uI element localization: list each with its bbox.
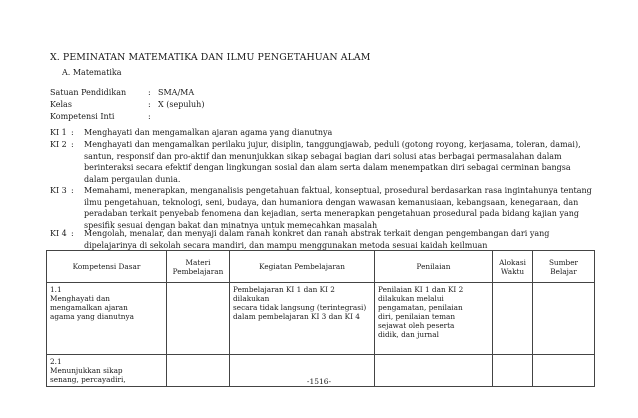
cell-sumber [533,283,595,355]
header-penilaian: Penilaian [375,251,493,283]
ki-line: berinteraksi secara efektif dengan lingkungan sosial dan alam serta dalam menempatkan diri sebagai cerminan bangsa [84,163,571,173]
header-kegiatan-pembelajaran: Kegiatan Pembelajaran [230,251,375,283]
meta-value: X (sepuluh) [158,100,205,109]
kompetensi-dasar-table [46,250,595,387]
cell-kompetensi-dasar [47,283,167,355]
ki-line: dalam pergaulan dunia. [84,174,181,184]
cell-kegiatan: Pembelajaran KI 1 dan KI 2 dilakukan secara tidak langsung (terintegrasi) dalam pembelajaran KI 3 dan KI 4 [230,283,375,355]
ki-line: Menghayati dan mengamalkan ajaran agama yang dianutnya [84,128,333,137]
ki-text [84,228,632,251]
cell-penilaian: Penilaian KI 1 dan KI 2 dilakukan melalui pengamatan, penilaian diri, penilaian teman sejawat oleh peserta didik, dan jurnal [375,283,493,355]
header-alokasi-waktu: Alokasi Waktu [493,251,533,283]
meta-value: SMA/MA [158,88,195,97]
meta-row-satuan [50,88,194,97]
cell-alokasi [493,283,533,355]
section-heading: X. PEMINATAN MATEMATIKA DAN ILMU PENGETAHUAN ALAM [50,52,371,63]
meta-separator: : [148,100,151,109]
ki-line: Mengolah, menalar, dan menyaji dalam ranah konkret dan ranah abstrak terkait dengan pengembangan dari yang [84,229,550,238]
header-sumber-belajar: Sumber Belajar [533,251,595,283]
cell-materi [167,283,230,355]
ki-line: ilmu pengetahuan, teknologi, seni, budaya, dan humaniora dengan wawasan kemanusiaan, kebangsaan, kenegaraan, dan [84,197,579,207]
ki-line: dipelajarinya di sekolah secara mandiri, dan mampu menggunakan metoda sesuai kaidah keilmuan [84,240,488,250]
ki-code: KI 3 [50,186,67,195]
ki-separator: : [71,186,74,195]
meta-separator: : [148,88,151,97]
header-materi-pembelajaran: Materi Pembelajaran [167,251,230,283]
ki-separator: : [71,229,74,238]
ki-line: santun, responsif dan pro-aktif dan menunjukkan sikap sebagai bagian dari solusi atas berbagai permasalahan dalam [84,151,562,161]
kd-description: Menghayati dan mengamalkan ajaran agama yang dianutnya [50,294,134,321]
ki-text [84,139,632,185]
header-kompetensi-dasar: Kompetensi Dasar [47,251,167,283]
meta-row-kompetensi-inti [50,112,158,121]
meta-separator: : [148,112,151,121]
meta-label: Satuan Pendidikan [50,88,127,97]
meta-label: Kompetensi Inti [50,112,115,121]
kd-description: Menunjukkan sikap senang, percayadiri, [50,366,126,384]
page-number: -1516- [306,377,332,386]
table-row [47,283,595,355]
kd-number: 2.1 [50,357,62,366]
kd-number: 1.1 [50,285,62,294]
subsection-heading: A. Matematika [62,68,122,77]
ki-line: Menghayati dan mengamalkan perilaku jujur, disiplin, tanggungjawab, peduli (gotong royong, kerjasama, toleran, damai), [84,140,581,149]
meta-label: Kelas [50,100,72,109]
ki-code: KI 1 [50,128,67,137]
ki-code: KI 4 [50,229,67,238]
ki-line: peradaban terkait penyebab fenomena dan kejadian, serta menerapkan pengetahuan prosedural pada bidang kajian yang [84,209,580,219]
ki-line: spesifik sesuai dengan bakat dan minatnya untuk memecahkan masalah [84,220,378,230]
ki-separator: : [71,140,74,149]
ki-line: Memahami, menerapkan, menganalisis pengetahuan faktual, konseptual, prosedural berdasarkan rasa ingintahunya tentang [84,186,592,195]
ki-text [84,127,632,139]
ki-separator: : [71,128,74,137]
ki-text [84,185,632,231]
ki-code: KI 2 [50,140,67,149]
meta-row-kelas [50,100,204,109]
table-header-row [47,251,595,283]
